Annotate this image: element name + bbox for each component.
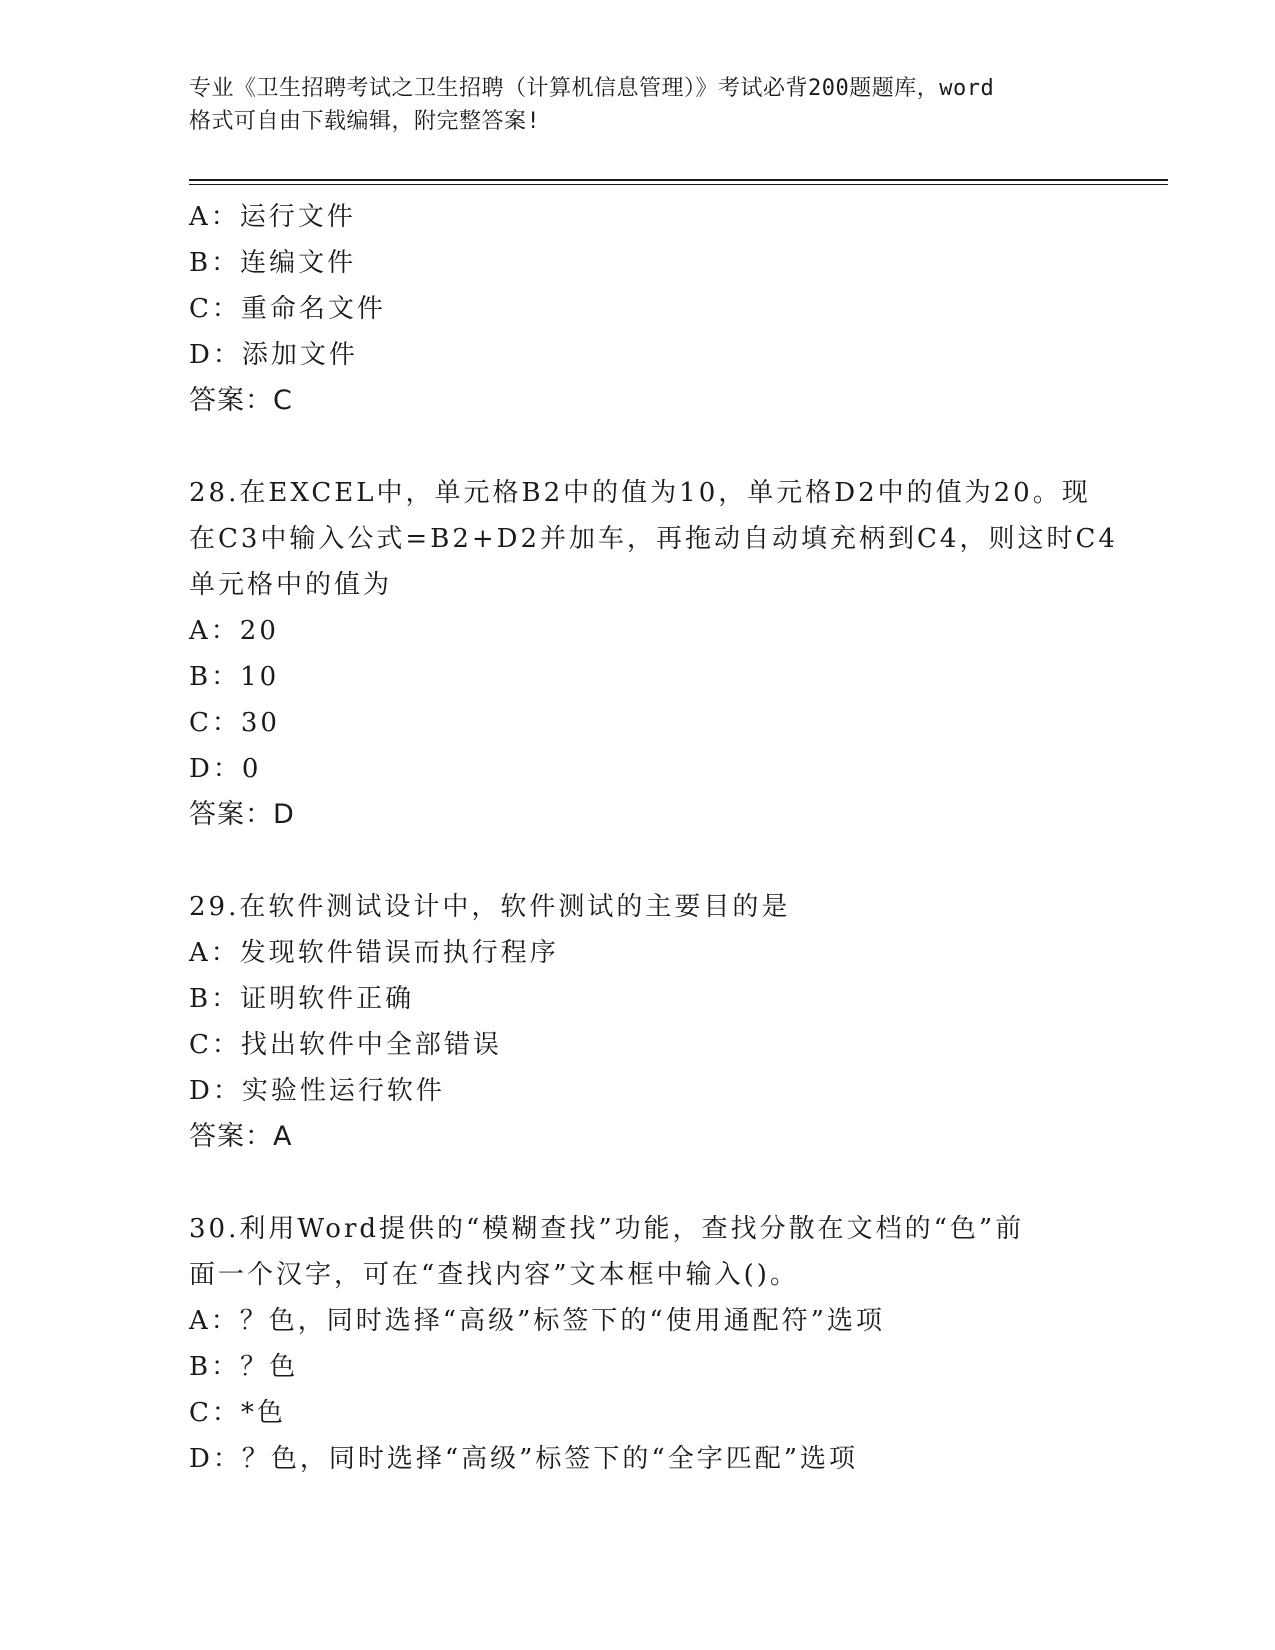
option-c: C：*色 — [189, 1398, 286, 1428]
option-c: C：重命名文件 — [189, 294, 386, 324]
question-text-line: 单元格中的值为 — [189, 570, 393, 600]
question-text-line: 30.利用Word提供的“模糊查找”功能，查找分散在文档的“色”前 — [189, 1214, 1025, 1244]
option-a: A：运行文件 — [189, 202, 356, 232]
option-b: B：证明软件正确 — [189, 984, 415, 1014]
answer-line: 答案：C — [189, 385, 293, 416]
question-28 — [189, 470, 1118, 838]
option-a: A：发现软件错误而执行程序 — [189, 938, 559, 968]
answer-line: 答案：D — [189, 799, 295, 830]
spacer — [189, 424, 1089, 470]
spacer — [189, 1160, 1089, 1206]
option-d: D：实验性运行软件 — [189, 1076, 445, 1106]
header-line-2: 格式可自由下载编辑，附完整答案! — [189, 109, 541, 134]
option-a: A：20 — [189, 616, 279, 646]
option-d: D：？色，同时选择“高级”标签下的“全字匹配”选项 — [189, 1444, 859, 1474]
header-divider-thin — [189, 184, 1168, 185]
header-line-1: 专业《卫生招聘考试之卫生招聘（计算机信息管理）》考试必背200题题库，word — [189, 76, 995, 101]
option-c: C：找出软件中全部错误 — [189, 1030, 502, 1060]
option-b: B：10 — [189, 662, 280, 692]
question-text-line: 在C3中输入公式=B2+D2并加车，再拖动自动填充柄到C4，则这时C4 — [189, 524, 1118, 554]
question-list — [189, 194, 1118, 1482]
question-text-line: 29.在软件测试设计中，软件测试的主要目的是 — [189, 892, 791, 922]
question-text-line: 面一个汉字，可在“查找内容”文本框中输入()。 — [189, 1260, 799, 1290]
option-b: B：连编文件 — [189, 248, 357, 278]
spacer — [189, 838, 1089, 884]
question-30 — [189, 1206, 1089, 1482]
option-d: D：0 — [189, 754, 262, 784]
question-27 — [189, 194, 1089, 424]
document-header — [189, 72, 1089, 138]
header-divider-thick — [189, 179, 1168, 181]
question-text-line: 28.在EXCEL中，单元格B2中的值为10，单元格D2中的值为20。现 — [189, 478, 1091, 508]
option-c: C：30 — [189, 708, 280, 738]
option-a: A：？色，同时选择“高级”标签下的“使用通配符”选项 — [189, 1306, 885, 1336]
option-b: B：？色 — [189, 1352, 299, 1382]
question-29 — [189, 884, 1089, 1160]
answer-line: 答案：A — [189, 1121, 293, 1152]
option-d: D：添加文件 — [189, 340, 358, 370]
